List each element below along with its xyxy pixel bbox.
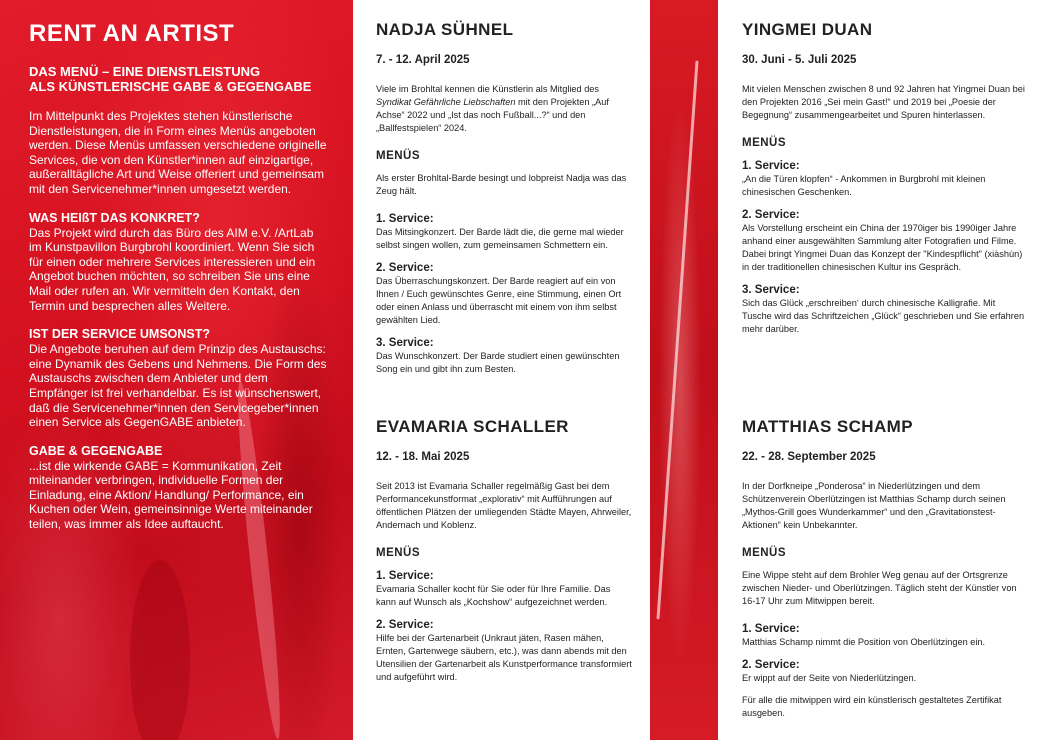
faq-section [29, 211, 329, 314]
service-title: 2. Service: [376, 262, 434, 274]
artist-date: 12. - 18. Mai 2025 [376, 451, 470, 463]
artist-date: 7. - 12. April 2025 [376, 54, 470, 66]
middle-red-strip [650, 0, 718, 740]
intro-part: Viele im Brohltal kennen die Künstlerin als Mitglied des [376, 84, 600, 94]
service-title: 1. Service: [376, 570, 434, 582]
service-title: 3. Service: [742, 284, 800, 296]
artists-column-1 [353, 0, 650, 740]
page-title: RENT AN ARTIST [29, 20, 235, 47]
menus-intro: Eine Wippe steht auf dem Brohler Weg genau auf der Ortsgrenze zwischen Nieder- und Oberlützingen. Täglich steht der Künstler von 16-17 Uhr zum Mitwippen bereit. [742, 570, 1017, 606]
intro-text: Im Mittelpunkt des Projektes stehen künstlerische Dienstleistungen, die in Form eines Menüs angeboten werden. Diese Menüs umfassen verschiedene originelle Services, die von den Künstler*innen auf einzigartige, außeralltägliche Art und Weise offeriert und gemeinsam mit den Servicenehmer*innen umgesetzt werden. [29, 109, 327, 196]
service-text: Evamaria Schaller kocht für Sie oder für Ihre Familie. Das kann auf Wunsch als „Kochshow“ aufgezeichnet werden. [376, 584, 611, 607]
artist-name: YINGMEI DUAN [742, 20, 873, 39]
artists-column-2 [718, 0, 1043, 740]
left-red-panel [0, 0, 353, 740]
service-title: 2. Service: [742, 209, 800, 221]
service-title: 2. Service: [742, 659, 800, 671]
faq-section [29, 327, 329, 430]
service-title: 1. Service: [742, 623, 800, 635]
service-text: Das Wunschkonzert. Der Barde studiert einen gewünschten Song ein und gibt ihn zum Besten. [376, 351, 620, 374]
artist-date: 22. - 28. September 2025 [742, 451, 876, 463]
section-heading: WAS HEIßT DAS KONKRET? [29, 210, 200, 225]
service-text: Das Mitsingkonzert. Der Barde lädt die, die gerne mal wieder selbst singen wollen, zum gemeinsamen Schmettern ein. [376, 227, 624, 250]
service-title: 3. Service: [376, 337, 434, 349]
closing-text: Für alle die mitwippen wird ein künstlerisch gestaltetes Zertifikat ausgeben. [742, 695, 1002, 718]
artist-name: MATTHIAS SCHAMP [742, 417, 913, 436]
artist-intro [376, 83, 632, 135]
menus-label: MENÜS [742, 547, 787, 559]
service-text: „An die Türen klopfen“ - Ankommen in Burgbrohl mit kleinen chinesischen Geschenken. [742, 174, 986, 197]
service-text: Er wippt auf der Seite von Niederlützingen. [742, 673, 917, 683]
intro-part: mit den Projekten „Auf Achse“ 2022 und „Ist das noch Fußball...?“ und den „Ballfestspielen“ 2024. [376, 97, 609, 133]
artist-name: EVAMARIA SCHALLER [376, 417, 569, 436]
menus-label: MENÜS [376, 150, 421, 162]
intro-italic: Syndikat Gefährliche Liebschaften [376, 97, 516, 107]
service-text: Hilfe bei der Gartenarbeit (Unkraut jäten, Rasen mähen, Ernten, Gartenwege säubern, etc.), was dann abends mit den Utensilien der Gartenarbeit als Kunstperformance transformiert und aufgeführt wird. [376, 633, 632, 682]
service-title: 2. Service: [376, 619, 434, 631]
service-title: 1. Service: [376, 213, 434, 225]
service-title: 1. Service: [742, 160, 800, 172]
decorative-line [656, 61, 698, 620]
artist-intro: In der Dorfkneipe „Ponderosa“ in Niederlützingen und dem Schützenverein Oberlützingen ist Matthias Schamp durch seinen „Mythos-Grill goes Wunderkammer“ und den „Gravitationstest-Aktionen“ kein Unbekannter. [742, 481, 1006, 530]
artist-block-nadja [376, 20, 632, 376]
faq-section [29, 444, 329, 532]
service-text: Sich das Glück „erschreiben‘ durch chinesische Kalligrafie. Mit Tusche wird das Schriftzeichen „Glück“ geschrieben und Sie erfahren mehr darüber. [742, 298, 1025, 334]
subtitle-line-2: ALS KÜNSTLERISCHE GABE & GEGENGABE [29, 79, 312, 94]
service-text: Als Vorstellung erscheint ein China der 1970iger bis 1990iger Jahre anhand einer ausgewählten Sammlung alter Fotografien und Filme. Dabei bringt Yingmei Duan das Konzept der "Kindespflicht" (xiàshùn) in der traditionellen chinesischen Kultur ins Gespräch. [742, 223, 1023, 272]
artist-intro: Mit vielen Menschen zwischen 8 und 92 Jahren hat Yingmei Duan bei den Projekten 2016 „Sei mein Gast!“ und 2019 bei „Poesie der Begegnung“ zusammengearbeitet und Spuren hinterlassen. [742, 84, 1025, 120]
section-heading: IST DER SERVICE UMSONST? [29, 327, 211, 342]
menus-intro: Als erster Brohltal-Barde besingt und lobpreist Nadja was das Zeug hält. [376, 173, 627, 196]
service-text: Das Überraschungskonzert. Der Barde reagiert auf ein von Ihnen / Euch gewünschtes Genre, eine Stimmung, einen Ort oder einen Anlass und überrascht mit einem von ihm selbst gewählten Lied. [376, 276, 622, 325]
artist-block-yingmei [742, 20, 1025, 336]
subtitle [29, 64, 329, 94]
service-text: Matthias Schamp nimmt die Position von Oberlützingen ein. [742, 637, 986, 647]
section-text: ...ist die wirkende GABE = Kommunikation, Zeit miteinander verbringen, individuelle Formen der Einladung, eine Aktion/ Handlung/ Performance, ein Kuchen oder Wein, gemeinsinnige Werte miteinander teilen, was immer als Idee auftaucht. [29, 458, 313, 532]
section-text: Die Angebote beruhen auf dem Prinzip des Austauschs: eine Dynamik des Gebens und Nehmens. Die Form des Austauschs zwischen dem Anbieter und dem Empfänger ist frei verhandelbar. Es ist wünschenswert, daß die Servicenehmer*innen den Servicegeber*innen einen Service als GegenGABE anbieten. [29, 342, 327, 430]
artist-block-matthias [742, 417, 1025, 729]
artist-date: 30. Juni - 5. Juli 2025 [742, 54, 857, 66]
subtitle-line-1: DAS MENÜ – EINE DIENSTLEISTUNG [29, 64, 261, 79]
artist-name: NADJA SÜHNEL [376, 20, 514, 39]
artist-intro: Seit 2013 ist Evamaria Schaller regelmäßig Gast bei dem Performancekunstformat „explorativ“ mit Aufführungen auf öffentlichen Plätzen der umliegenden Städte Mayen, Ahrweiler, Andernach und Koblenz. [376, 481, 632, 530]
decorative-shadow [130, 560, 190, 740]
menus-label: MENÜS [376, 547, 421, 559]
section-heading: GABE & GEGENGABE [29, 443, 163, 458]
artist-block-evamaria [376, 417, 632, 693]
menus-label: MENÜS [742, 137, 787, 149]
section-text: Das Projekt wird durch das Büro des AIM e.V. /ArtLab im Kunstpavillon Burgbrohl koordiniert. Wenn Sie sich für einen oder mehrere Services interessieren und ein Angebot buchen möchten, so schreiben Sie uns eine Mail oder rufen an. Wir vermitteln den Kontakt, den Termin und besprechen alles Weitere. [29, 225, 316, 313]
